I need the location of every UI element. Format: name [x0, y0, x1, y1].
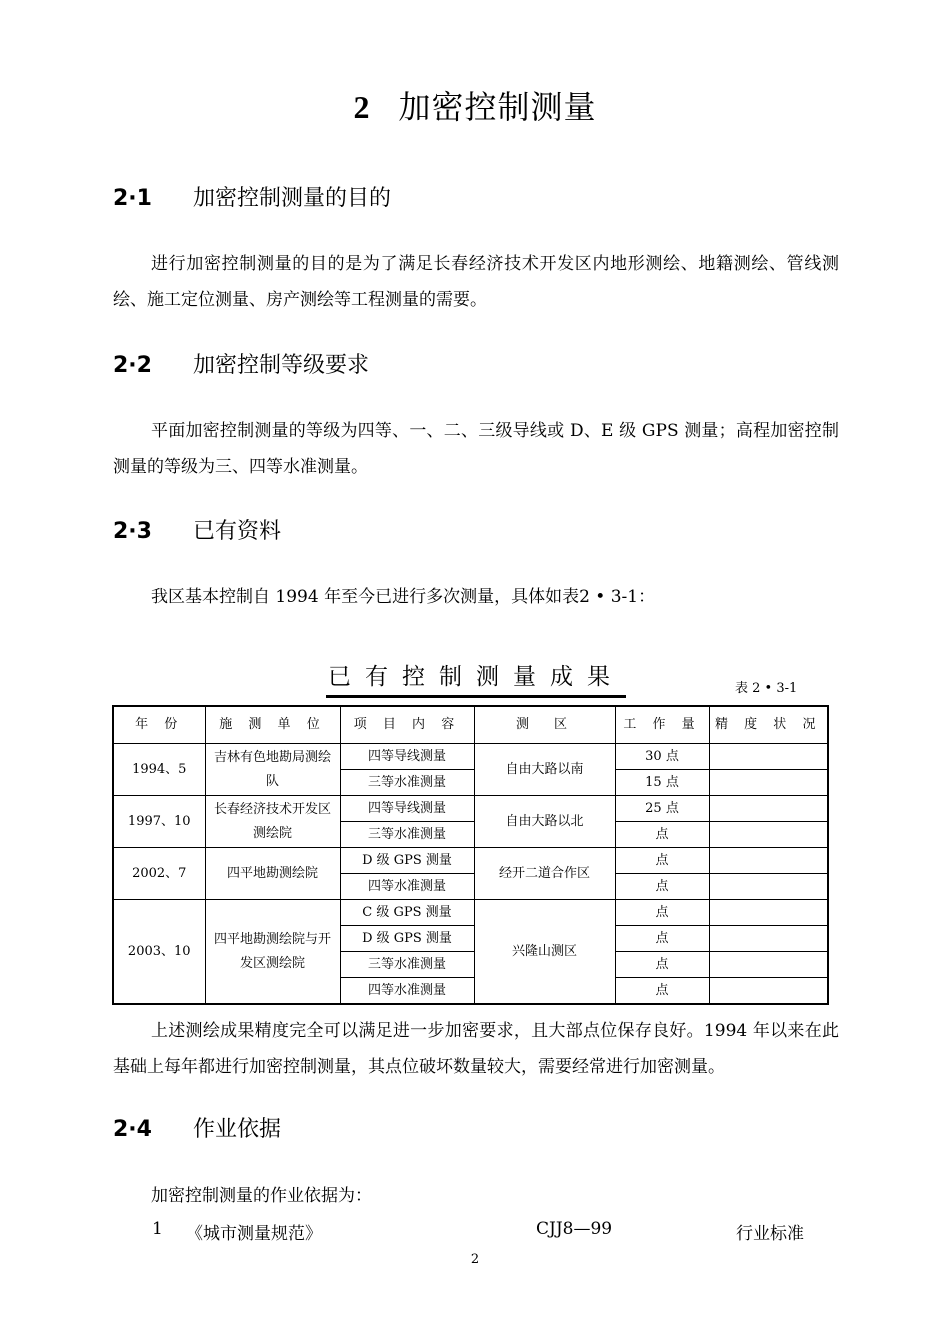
cell-amount: 点	[615, 874, 709, 900]
section-title: 加密控制测量的目的	[193, 186, 392, 211]
chapter-title	[0, 82, 950, 128]
page-number: 2	[470, 1252, 480, 1267]
cell-year: 1997、10	[113, 796, 205, 848]
cell-unit: 吉林有色地勘局测绘队	[205, 744, 340, 796]
cell-accuracy	[709, 952, 828, 978]
section-number: 2·1	[113, 186, 152, 211]
table-row	[113, 848, 828, 874]
paragraph-after-table: 上述测绘成果精度完全可以满足进一步加密要求，且大部点位保存良好。1994 年以来在此基础上每年都进行加密控制测量，其点位破坏数量较大，需要经常进行加密测量。	[113, 1021, 839, 1077]
header-area: 测 区	[474, 706, 615, 744]
header-accuracy: 精 度 状 况	[709, 706, 828, 744]
chapter-number: 2	[353, 89, 371, 125]
section-title: 加密控制等级要求	[193, 353, 370, 378]
cell-unit: 四平地勘测绘院	[205, 848, 340, 900]
section-number: 2·4	[113, 1117, 152, 1142]
cell-item: D 级 GPS 测量	[340, 926, 474, 952]
cell-accuracy	[709, 744, 828, 770]
cell-amount: 30 点	[615, 744, 709, 770]
reference-type: 行业标准	[736, 1224, 804, 1244]
cell-year: 1994、5	[113, 744, 205, 796]
section-title: 作业依据	[193, 1117, 282, 1142]
cell-amount: 点	[615, 900, 709, 926]
header-year: 年 份	[113, 706, 205, 744]
cell-item: 三等水准测量	[340, 822, 474, 848]
reference-index: 1	[152, 1219, 163, 1239]
cell-area: 自由大路以北	[474, 796, 615, 848]
control-survey-table	[112, 705, 829, 1005]
paragraph-level-requirements: 平面加密控制测量的等级为四等、一、二、三级导线或 D、E 级 GPS 测量；高程加密控制测量的等级为三、四等水准测量。	[113, 421, 839, 477]
reference-name: 《城市测量规范》	[186, 1224, 322, 1244]
table-number: 表 2 • 3-1	[735, 681, 798, 696]
cell-item: 四等导线测量	[340, 796, 474, 822]
cell-accuracy	[709, 900, 828, 926]
cell-item: 四等水准测量	[340, 978, 474, 1005]
cell-unit: 长春经济技术开发区测绘院	[205, 796, 340, 848]
cell-accuracy	[709, 874, 828, 900]
paragraph-purpose: 进行加密控制测量的目的是为了满足长春经济技术开发区内地形测绘、地籍测绘、管线测绘、施工定位测量、房产测绘等工程测量的需要。	[113, 254, 839, 310]
table-row	[113, 744, 828, 770]
header-item: 项 目 内 容	[340, 706, 474, 744]
cell-item: 四等水准测量	[340, 874, 474, 900]
cell-item: C 级 GPS 测量	[340, 900, 474, 926]
table-title: 已有控制测量成果	[326, 658, 626, 698]
cell-accuracy	[709, 822, 828, 848]
cell-unit: 四平地勘测绘院与开发区测绘院	[205, 900, 340, 1005]
paragraph-existing-data: 我区基本控制自 1994 年至今已进行多次测量，具体如表2 • 3-1：	[151, 587, 656, 607]
cell-year: 2003、10	[113, 900, 205, 1005]
cell-item: D 级 GPS 测量	[340, 848, 474, 874]
table-row	[113, 796, 828, 822]
cell-accuracy	[709, 848, 828, 874]
header-unit: 施 测 单 位	[205, 706, 340, 744]
chapter-title-text: 加密控制测量	[398, 88, 597, 126]
section-heading-2-1	[113, 181, 391, 212]
header-amount: 工 作 量	[615, 706, 709, 744]
cell-amount: 点	[615, 952, 709, 978]
section-title: 已有资料	[193, 519, 282, 544]
cell-accuracy	[709, 978, 828, 1005]
cell-accuracy	[709, 796, 828, 822]
cell-amount: 15 点	[615, 770, 709, 796]
section-heading-2-3	[113, 514, 281, 545]
cell-amount: 25 点	[615, 796, 709, 822]
cell-amount: 点	[615, 848, 709, 874]
section-number: 2·3	[113, 519, 152, 544]
section-number: 2·2	[113, 353, 152, 378]
section-heading-2-4	[113, 1112, 281, 1143]
cell-amount: 点	[615, 926, 709, 952]
cell-area: 自由大路以南	[474, 744, 615, 796]
paragraph-basis-intro: 加密控制测量的作业依据为：	[151, 1186, 372, 1206]
cell-year: 2002、7	[113, 848, 205, 900]
reference-code: CJJ8—99	[536, 1219, 613, 1239]
cell-item: 三等水准测量	[340, 952, 474, 978]
table-row	[113, 900, 828, 926]
table-header-row	[113, 706, 828, 744]
section-heading-2-2	[113, 348, 369, 379]
cell-amount: 点	[615, 822, 709, 848]
cell-item: 四等导线测量	[340, 744, 474, 770]
cell-item: 三等水准测量	[340, 770, 474, 796]
cell-area: 经开二道合作区	[474, 848, 615, 900]
cell-amount: 点	[615, 978, 709, 1005]
cell-area: 兴隆山测区	[474, 900, 615, 1005]
cell-accuracy	[709, 770, 828, 796]
cell-accuracy	[709, 926, 828, 952]
